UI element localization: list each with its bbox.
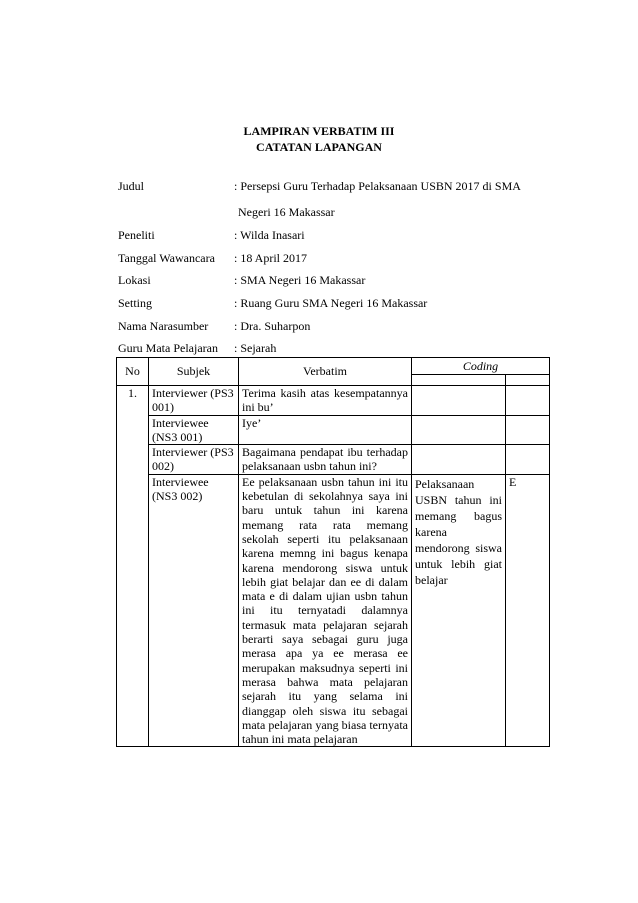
row-verbatim: Bagaimana pendapat ibu terhadap pelaksanaan usbn tahun ini?: [239, 445, 412, 475]
meta-lokasi-label: Lokasi: [118, 273, 151, 287]
subheader-coding-cell: [412, 375, 506, 386]
row-code: [506, 445, 550, 475]
meta-guru-value: : Sejarah: [234, 341, 277, 355]
header-coding-label: Coding: [462, 358, 499, 373]
meta-tanggal-label: Tanggal Wawancara: [118, 251, 215, 265]
row-number: 1.: [117, 386, 149, 747]
subheader-code-cell: [506, 375, 550, 386]
row-code: E: [506, 474, 550, 747]
meta-narasumber-label: Nama Narasumber: [118, 319, 209, 333]
meta-lokasi-value: : SMA Negeri 16 Makassar: [234, 273, 366, 287]
meta-peneliti-value: : Wilda Inasari: [234, 228, 305, 242]
meta-setting-value: : Ruang Guru SMA Negeri 16 Makassar: [234, 296, 428, 310]
row-verbatim: Ee pelaksanaan usbn tahun ini itu kebetulan di sekolahnya saya ini baru untuk tahun ini karena memang rata rata memang sekolah seperti itu pelaksanaan karena memng ini bagus kenapa karena mendorong siswa untuk lebih giat belajar dan ee di dalam mata e di dalam ujian usbn tahun ini itu ternyatadi dalamnya termasuk mata pelajaran sejarah berarti saya sebagai guru juga merasa apa ya ee merasa ee merupakan maksudnya seperti ini merasa bahwa mata pelajaran sejarah itu yang selama ini dianggap oleh siswa itu sebagai mata pelajaran yang biasa ternyata tahun ini mata pelajaran: [239, 474, 412, 747]
row-coding: [412, 445, 506, 475]
row-verbatim: Iye’: [239, 415, 412, 445]
header-verbatim: Verbatim: [239, 358, 412, 386]
meta-narasumber-value: : Dra. Suharpon: [234, 319, 311, 333]
header-subjek: Subjek: [149, 358, 239, 386]
meta-judul-label: Judul: [118, 179, 145, 193]
meta-guru-label: Guru Mata Pelajaran: [118, 341, 218, 355]
table-row: [117, 386, 550, 416]
row-verbatim: Terima kasih atas kesempatannya ini bu’: [239, 386, 412, 416]
row-coding: Pelaksanaan USBN tahun ini memang bagus karena mendorong siswa untuk lebih giat belajar: [412, 474, 506, 747]
header-no: No: [117, 358, 149, 386]
verbatim-table: [116, 357, 550, 747]
row-subjek: Interviewer (PS3 002): [149, 445, 239, 475]
meta-tanggal-value: : 18 April 2017: [234, 251, 308, 265]
table-row: [117, 415, 550, 445]
document-subtitle: CATATAN LAPANGAN: [256, 140, 382, 154]
row-coding: [412, 415, 506, 445]
table-header-row: [117, 358, 550, 375]
table-row: [117, 445, 550, 475]
row-code: [506, 415, 550, 445]
header-coding: [412, 358, 550, 375]
row-subjek: Interviewee (NS3 001): [149, 415, 239, 445]
meta-setting-label: Setting: [118, 296, 153, 310]
meta-judul-value: : Persepsi Guru Terhadap Pelaksanaan USBN 2017 di SMA: [234, 179, 521, 193]
row-coding: [412, 386, 506, 416]
meta-peneliti-label: Peneliti: [118, 228, 155, 242]
meta-judul-continuation: Negeri 16 Makassar: [238, 205, 335, 219]
document-title: LAMPIRAN VERBATIM III: [243, 124, 395, 138]
row-code: [506, 386, 550, 416]
row-subjek: Interviewer (PS3 001): [149, 386, 239, 416]
table-row: [117, 474, 550, 747]
row-subjek: Interviewee (NS3 002): [149, 474, 239, 747]
